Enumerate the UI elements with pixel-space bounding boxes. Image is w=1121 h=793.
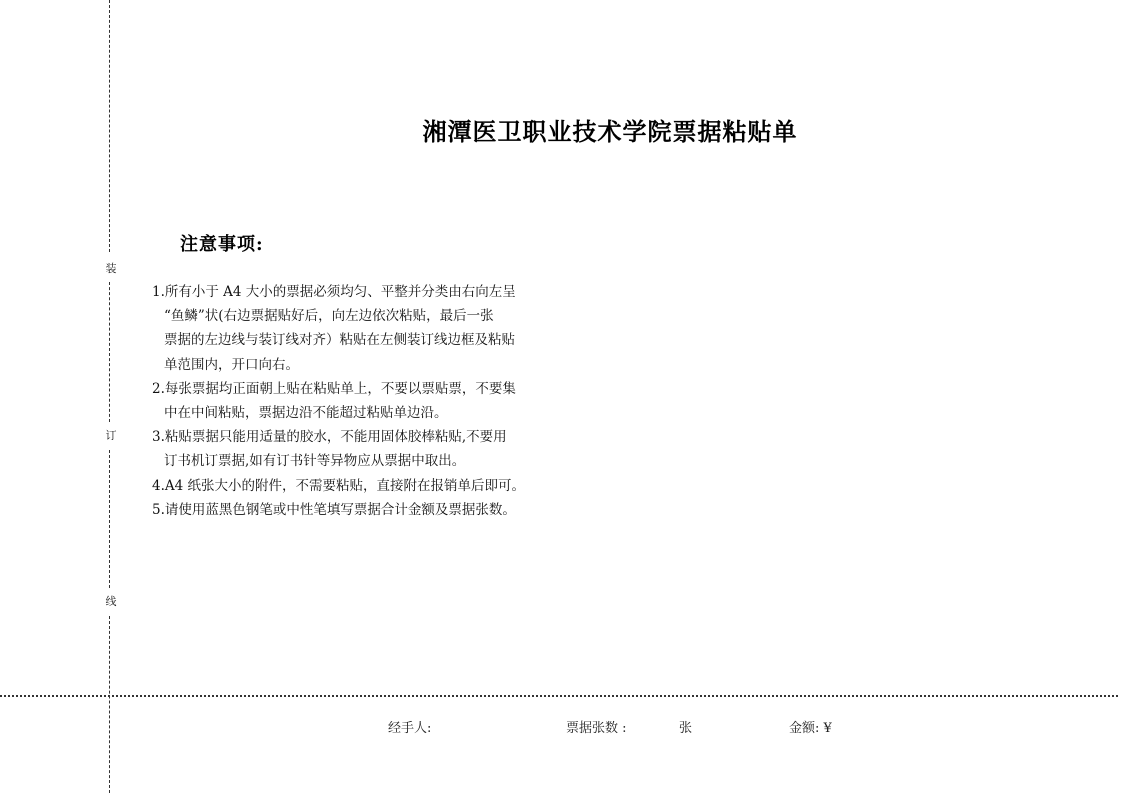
note-line: 5.请使用蓝黑色钢笔或中性笔填写票据合计金额及票据张数。 <box>152 501 516 518</box>
page-title: 湘潭医卫职业技术学院票据粘贴单 <box>422 118 798 146</box>
binding-char-zhuang: 装 <box>105 262 117 275</box>
note-line: 单范围内，开口向右。 <box>164 356 299 373</box>
receipt-count-label: 票据张数 : <box>566 721 627 736</box>
receipt-count-unit: 张 <box>679 721 693 736</box>
notes-list <box>152 280 602 522</box>
note-line: “鱼鳞”状(右边票据贴好后，向左边依次粘贴，最后一张 <box>164 308 494 325</box>
note-line: 4.A4 纸张大小的附件，不需要粘贴，直接附在报销单后即可。 <box>152 477 526 494</box>
note-line: 2.每张票据均正面朝上贴在粘贴单上，不要以票贴票，不要集 <box>152 380 516 397</box>
binding-line-segment <box>109 450 110 588</box>
note-line: 中在中间粘贴，票据边沿不能超过粘贴单边沿。 <box>164 404 448 421</box>
binding-line-segment <box>109 0 110 252</box>
handler-label: 经手人: <box>388 721 432 736</box>
note-line: 1.所有小于 A4 大小的票据必须均匀、平整并分类由右向左呈 <box>152 284 516 300</box>
note-line: 票据的左边线与装订线对齐）粘贴在左侧装订线边框及粘贴 <box>164 332 515 349</box>
footer-divider <box>0 695 1118 697</box>
binding-char-ding: 订 <box>105 429 117 442</box>
notes-heading: 注意事项: <box>180 234 264 255</box>
binding-char-xian: 线 <box>105 595 117 608</box>
note-line: 订书机订票据,如有订书针等异物应从票据中取出。 <box>164 453 466 470</box>
binding-line-segment <box>109 616 110 793</box>
binding-line-segment <box>109 282 110 422</box>
amount-label: 金额: ¥ <box>789 721 832 736</box>
note-line: 3.粘贴票据只能用适量的胶水，不能用固体胶棒粘贴,不要用 <box>152 429 507 446</box>
